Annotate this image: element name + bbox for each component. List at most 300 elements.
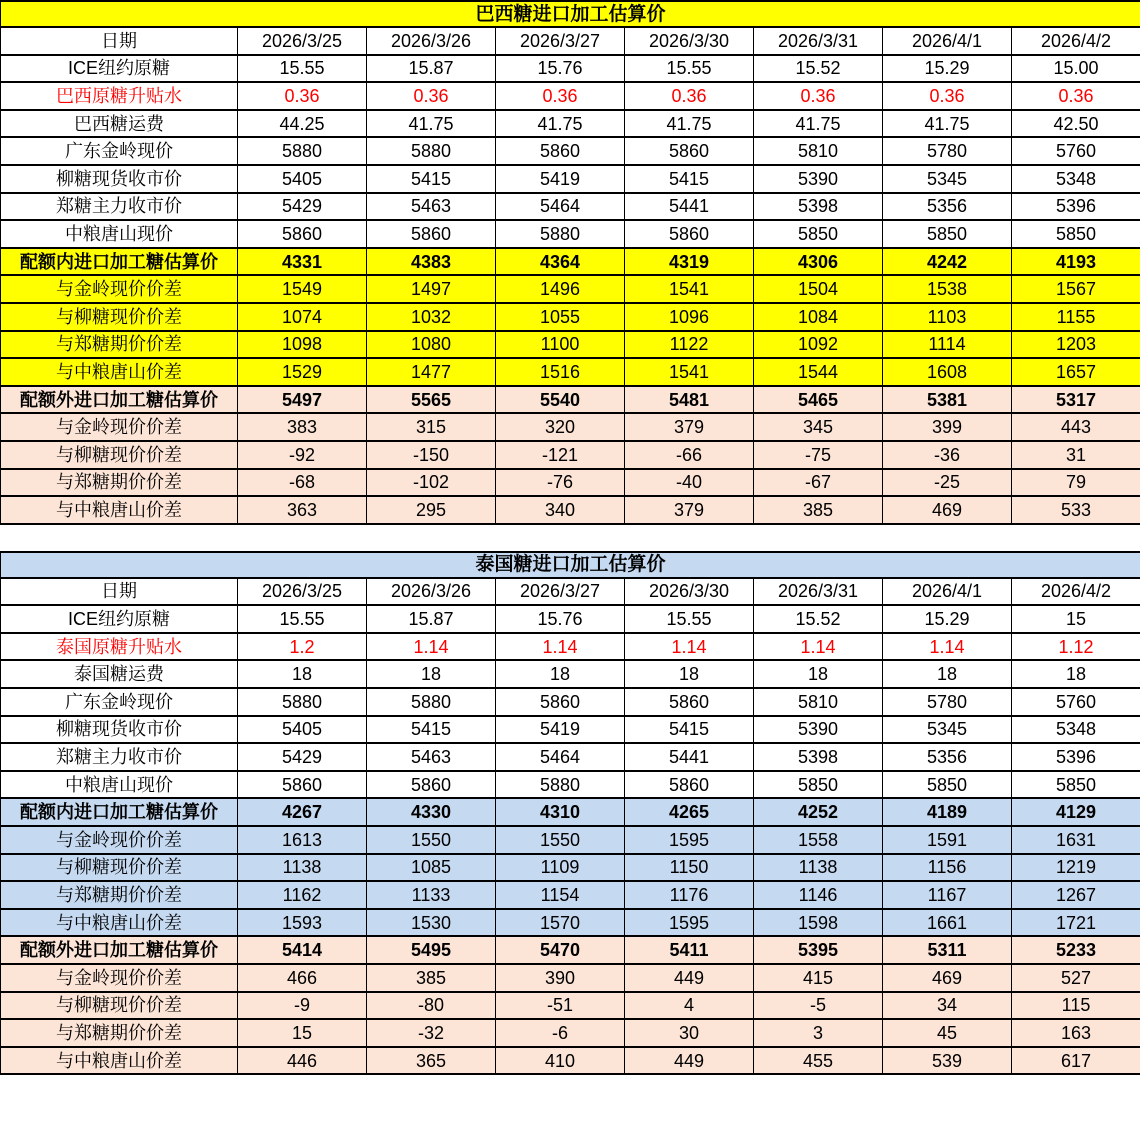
row-label-cell: 与金岭现价价差 — [1, 275, 238, 303]
value-cell: 5780 — [883, 688, 1012, 716]
data-row — [1, 992, 1140, 1020]
value-cell: 5495 — [367, 936, 496, 964]
value-cell: 15.52 — [754, 605, 883, 633]
value-cell: 15.55 — [625, 55, 754, 83]
value-cell: 5464 — [496, 743, 625, 771]
value-cell: 1661 — [883, 909, 1012, 937]
value-cell: 1.12 — [1012, 633, 1140, 661]
value-cell: 5396 — [1012, 193, 1140, 221]
value-cell: 1156 — [883, 854, 1012, 882]
data-row — [1, 771, 1140, 799]
value-cell: 533 — [1012, 496, 1140, 524]
value-cell: 4252 — [754, 798, 883, 826]
value-cell: 1219 — [1012, 854, 1140, 882]
value-cell: 1176 — [625, 881, 754, 909]
row-label-cell: 与郑糖期价价差 — [1, 331, 238, 359]
value-cell: 5810 — [754, 137, 883, 165]
value-cell: 410 — [496, 1047, 625, 1075]
value-cell: 5441 — [625, 743, 754, 771]
value-cell: 1162 — [238, 881, 367, 909]
value-cell: 1558 — [754, 826, 883, 854]
value-cell: 385 — [367, 964, 496, 992]
value-cell: 1.14 — [754, 633, 883, 661]
value-cell: 1103 — [883, 303, 1012, 331]
data-row — [1, 743, 1140, 771]
value-cell: 5429 — [238, 193, 367, 221]
row-label-cell: 与柳糖现价价差 — [1, 441, 238, 469]
value-cell: 5565 — [367, 386, 496, 414]
value-cell: 3 — [754, 1019, 883, 1047]
date-header-cell: 2026/3/26 — [367, 578, 496, 606]
value-cell: 5441 — [625, 193, 754, 221]
value-cell: -51 — [496, 992, 625, 1020]
value-cell: 5395 — [754, 936, 883, 964]
value-cell: 340 — [496, 496, 625, 524]
table-title: 泰国糖进口加工估算价 — [1, 552, 1140, 578]
date-header-cell: 2026/3/26 — [367, 27, 496, 55]
value-cell: 415 — [754, 964, 883, 992]
data-row — [1, 137, 1140, 165]
value-cell: 5860 — [625, 771, 754, 799]
value-cell: 31 — [1012, 441, 1140, 469]
value-cell: 5860 — [238, 220, 367, 248]
value-cell: 1.14 — [496, 633, 625, 661]
value-cell: 1098 — [238, 331, 367, 359]
value-cell: 5429 — [238, 743, 367, 771]
value-cell: 4383 — [367, 248, 496, 276]
value-cell: 1595 — [625, 826, 754, 854]
value-cell: 5850 — [754, 220, 883, 248]
row-label-cell: 中粮唐山现价 — [1, 220, 238, 248]
value-cell: 5390 — [754, 716, 883, 744]
value-cell: 1154 — [496, 881, 625, 909]
value-cell: 1516 — [496, 358, 625, 386]
value-cell: 4306 — [754, 248, 883, 276]
value-cell: 1100 — [496, 331, 625, 359]
value-cell: 1114 — [883, 331, 1012, 359]
value-cell: 15.87 — [367, 605, 496, 633]
value-cell: 41.75 — [754, 110, 883, 138]
value-cell: 5470 — [496, 936, 625, 964]
value-cell: 5481 — [625, 386, 754, 414]
header-label-cell: 日期 — [1, 578, 238, 606]
data-row — [1, 605, 1140, 633]
row-label-cell: 配额外进口加工糖估算价 — [1, 386, 238, 414]
value-cell: 1570 — [496, 909, 625, 937]
data-row — [1, 660, 1140, 688]
value-cell: 5860 — [496, 688, 625, 716]
value-cell: 5419 — [496, 716, 625, 744]
value-cell: -67 — [754, 469, 883, 497]
value-cell: 18 — [625, 660, 754, 688]
value-cell: 1203 — [1012, 331, 1140, 359]
table-title: 巴西糖进口加工估算价 — [1, 1, 1140, 27]
value-cell: 1591 — [883, 826, 1012, 854]
value-cell: 320 — [496, 413, 625, 441]
value-cell: 1032 — [367, 303, 496, 331]
value-cell: 5860 — [625, 220, 754, 248]
header-row — [1, 578, 1140, 606]
value-cell: -66 — [625, 441, 754, 469]
value-cell: 0.36 — [238, 82, 367, 110]
value-cell: 18 — [238, 660, 367, 688]
value-cell: 1.14 — [883, 633, 1012, 661]
value-cell: 4319 — [625, 248, 754, 276]
value-cell: 0.36 — [367, 82, 496, 110]
value-cell: 315 — [367, 413, 496, 441]
value-cell: 5345 — [883, 165, 1012, 193]
data-row — [1, 165, 1140, 193]
row-label-cell: 与中粮唐山价差 — [1, 1047, 238, 1075]
value-cell: 15.29 — [883, 605, 1012, 633]
value-cell: 5311 — [883, 936, 1012, 964]
value-cell: 45 — [883, 1019, 1012, 1047]
value-cell: -75 — [754, 441, 883, 469]
value-cell: 5415 — [625, 716, 754, 744]
date-header-cell: 2026/3/30 — [625, 27, 754, 55]
row-label-cell: 柳糖现货收市价 — [1, 716, 238, 744]
value-cell: 5398 — [754, 743, 883, 771]
data-row — [1, 193, 1140, 221]
value-cell: 379 — [625, 413, 754, 441]
value-cell: 1133 — [367, 881, 496, 909]
value-cell: 5390 — [754, 165, 883, 193]
value-cell: 1530 — [367, 909, 496, 937]
value-cell: 5860 — [238, 771, 367, 799]
value-cell: 5880 — [367, 688, 496, 716]
value-cell: 5540 — [496, 386, 625, 414]
row-label-cell: 与金岭现价价差 — [1, 413, 238, 441]
value-cell: 1598 — [754, 909, 883, 937]
data-row — [1, 688, 1140, 716]
value-cell: 5356 — [883, 743, 1012, 771]
value-cell: 539 — [883, 1047, 1012, 1075]
value-cell: 5850 — [1012, 771, 1140, 799]
row-label-cell: ICE纽约原糖 — [1, 55, 238, 83]
value-cell: 5415 — [625, 165, 754, 193]
date-header-cell: 2026/3/31 — [754, 27, 883, 55]
data-row — [1, 909, 1140, 937]
value-cell: 5356 — [883, 193, 1012, 221]
value-cell: 5411 — [625, 936, 754, 964]
row-label-cell: 与柳糖现价价差 — [1, 854, 238, 882]
value-cell: 5860 — [625, 137, 754, 165]
value-cell: 1595 — [625, 909, 754, 937]
value-cell: 5860 — [625, 688, 754, 716]
value-cell: 1721 — [1012, 909, 1140, 937]
data-row — [1, 798, 1140, 826]
date-header-cell: 2026/3/25 — [238, 578, 367, 606]
row-label-cell: 与郑糖期价价差 — [1, 1019, 238, 1047]
row-label-cell: 与中粮唐山价差 — [1, 358, 238, 386]
value-cell: 1055 — [496, 303, 625, 331]
value-cell: 5463 — [367, 743, 496, 771]
value-cell: 15 — [1012, 605, 1140, 633]
data-row — [1, 413, 1140, 441]
date-header-cell: 2026/3/25 — [238, 27, 367, 55]
value-cell: 383 — [238, 413, 367, 441]
value-cell: 449 — [625, 964, 754, 992]
data-row — [1, 826, 1140, 854]
table-title-row — [1, 1, 1140, 27]
value-cell: 5317 — [1012, 386, 1140, 414]
value-cell: 15.76 — [496, 55, 625, 83]
value-cell: 15.55 — [238, 605, 367, 633]
value-cell: 5860 — [367, 771, 496, 799]
date-header-cell: 2026/3/31 — [754, 578, 883, 606]
row-label-cell: 与金岭现价价差 — [1, 826, 238, 854]
row-label-cell: 郑糖主力收市价 — [1, 193, 238, 221]
value-cell: 5415 — [367, 165, 496, 193]
value-cell: 1504 — [754, 275, 883, 303]
value-cell: 446 — [238, 1047, 367, 1075]
value-cell: 18 — [367, 660, 496, 688]
value-cell: -6 — [496, 1019, 625, 1047]
value-cell: 15.52 — [754, 55, 883, 83]
value-cell: 30 — [625, 1019, 754, 1047]
value-cell: 1.14 — [367, 633, 496, 661]
value-cell: 0.36 — [496, 82, 625, 110]
value-cell: 1549 — [238, 275, 367, 303]
value-cell: 1080 — [367, 331, 496, 359]
value-cell: 15.76 — [496, 605, 625, 633]
value-cell: 1085 — [367, 854, 496, 882]
header-row — [1, 27, 1140, 55]
date-header-cell: 2026/3/27 — [496, 27, 625, 55]
value-cell: 18 — [496, 660, 625, 688]
value-cell: 5880 — [496, 220, 625, 248]
value-cell: 1122 — [625, 331, 754, 359]
value-cell: 0.36 — [883, 82, 1012, 110]
data-row — [1, 1047, 1140, 1075]
value-cell: 1550 — [367, 826, 496, 854]
value-cell: 390 — [496, 964, 625, 992]
value-cell: 1496 — [496, 275, 625, 303]
value-cell: -36 — [883, 441, 1012, 469]
value-cell: 1613 — [238, 826, 367, 854]
value-cell: 4265 — [625, 798, 754, 826]
value-cell: 5415 — [367, 716, 496, 744]
row-label-cell: 与柳糖现价价差 — [1, 992, 238, 1020]
data-row — [1, 1019, 1140, 1047]
value-cell: 5760 — [1012, 137, 1140, 165]
value-cell: 5465 — [754, 386, 883, 414]
value-cell: 1541 — [625, 275, 754, 303]
value-cell: 15.00 — [1012, 55, 1140, 83]
data-row — [1, 220, 1140, 248]
value-cell: 1538 — [883, 275, 1012, 303]
value-cell: 79 — [1012, 469, 1140, 497]
value-cell: 5760 — [1012, 688, 1140, 716]
data-row — [1, 936, 1140, 964]
value-cell: -32 — [367, 1019, 496, 1047]
value-cell: -102 — [367, 469, 496, 497]
value-cell: 466 — [238, 964, 367, 992]
data-row — [1, 496, 1140, 524]
value-cell: 44.25 — [238, 110, 367, 138]
value-cell: 5233 — [1012, 936, 1140, 964]
value-cell: 41.75 — [883, 110, 1012, 138]
value-cell: 1593 — [238, 909, 367, 937]
value-cell: 1084 — [754, 303, 883, 331]
value-cell: 469 — [883, 964, 1012, 992]
row-label-cell: 巴西原糖升贴水 — [1, 82, 238, 110]
value-cell: 5463 — [367, 193, 496, 221]
row-label-cell: 泰国糖运费 — [1, 660, 238, 688]
value-cell: 4331 — [238, 248, 367, 276]
value-cell: 1109 — [496, 854, 625, 882]
value-cell: 5810 — [754, 688, 883, 716]
value-cell: -40 — [625, 469, 754, 497]
value-cell: 0.36 — [754, 82, 883, 110]
value-cell: 15.29 — [883, 55, 1012, 83]
value-cell: 1631 — [1012, 826, 1140, 854]
date-header-cell: 2026/4/1 — [883, 27, 1012, 55]
data-row — [1, 964, 1140, 992]
data-row — [1, 469, 1140, 497]
value-cell: 4129 — [1012, 798, 1140, 826]
data-row — [1, 358, 1140, 386]
value-cell: 163 — [1012, 1019, 1140, 1047]
value-cell: 1155 — [1012, 303, 1140, 331]
value-cell: 5405 — [238, 716, 367, 744]
data-row — [1, 331, 1140, 359]
value-cell: 18 — [1012, 660, 1140, 688]
value-cell: 5419 — [496, 165, 625, 193]
thailand-sugar-table — [0, 551, 1140, 1076]
value-cell: 5414 — [238, 936, 367, 964]
row-label-cell: 巴西糖运费 — [1, 110, 238, 138]
row-label-cell: 郑糖主力收市价 — [1, 743, 238, 771]
value-cell: -68 — [238, 469, 367, 497]
value-cell: 455 — [754, 1047, 883, 1075]
value-cell: 1477 — [367, 358, 496, 386]
row-label-cell: 与中粮唐山价差 — [1, 909, 238, 937]
table-gap — [0, 525, 1140, 551]
value-cell: 4267 — [238, 798, 367, 826]
value-cell: 5880 — [367, 137, 496, 165]
value-cell: 365 — [367, 1047, 496, 1075]
data-row — [1, 303, 1140, 331]
row-label-cell: 广东金岭现价 — [1, 688, 238, 716]
value-cell: 5860 — [496, 137, 625, 165]
date-header-cell: 2026/3/30 — [625, 578, 754, 606]
value-cell: 4189 — [883, 798, 1012, 826]
value-cell: 15.87 — [367, 55, 496, 83]
value-cell: -76 — [496, 469, 625, 497]
value-cell: 5348 — [1012, 165, 1140, 193]
value-cell: 1096 — [625, 303, 754, 331]
value-cell: -121 — [496, 441, 625, 469]
row-label-cell: 配额外进口加工糖估算价 — [1, 936, 238, 964]
value-cell: 1138 — [238, 854, 367, 882]
value-cell: 449 — [625, 1047, 754, 1075]
value-cell: 5348 — [1012, 716, 1140, 744]
data-row — [1, 716, 1140, 744]
value-cell: 1074 — [238, 303, 367, 331]
value-cell: 4310 — [496, 798, 625, 826]
value-cell: 379 — [625, 496, 754, 524]
value-cell: 295 — [367, 496, 496, 524]
row-label-cell: 与郑糖期价价差 — [1, 469, 238, 497]
row-label-cell: 泰国原糖升贴水 — [1, 633, 238, 661]
value-cell: 4330 — [367, 798, 496, 826]
value-cell: 5497 — [238, 386, 367, 414]
data-row — [1, 110, 1140, 138]
row-label-cell: 与中粮唐山价差 — [1, 496, 238, 524]
value-cell: 1146 — [754, 881, 883, 909]
value-cell: 115 — [1012, 992, 1140, 1020]
row-label-cell: 与郑糖期价价差 — [1, 881, 238, 909]
date-header-cell: 2026/4/2 — [1012, 27, 1140, 55]
data-row — [1, 881, 1140, 909]
data-row — [1, 275, 1140, 303]
data-row — [1, 82, 1140, 110]
value-cell: 15.55 — [625, 605, 754, 633]
value-cell: -80 — [367, 992, 496, 1020]
value-cell: 5850 — [883, 771, 1012, 799]
table-title-row — [1, 552, 1140, 578]
value-cell: 1.2 — [238, 633, 367, 661]
value-cell: 5780 — [883, 137, 1012, 165]
value-cell: 385 — [754, 496, 883, 524]
value-cell: 5345 — [883, 716, 1012, 744]
value-cell: 1529 — [238, 358, 367, 386]
value-cell: 41.75 — [367, 110, 496, 138]
value-cell: 443 — [1012, 413, 1140, 441]
value-cell: 399 — [883, 413, 1012, 441]
value-cell: 4364 — [496, 248, 625, 276]
value-cell: 1550 — [496, 826, 625, 854]
value-cell: 1567 — [1012, 275, 1140, 303]
value-cell: 5464 — [496, 193, 625, 221]
value-cell: -92 — [238, 441, 367, 469]
value-cell: 5880 — [238, 688, 367, 716]
value-cell: 5880 — [238, 137, 367, 165]
value-cell: -9 — [238, 992, 367, 1020]
value-cell: 5398 — [754, 193, 883, 221]
value-cell: 5880 — [496, 771, 625, 799]
value-cell: 1267 — [1012, 881, 1140, 909]
value-cell: 5850 — [754, 771, 883, 799]
value-cell: 5850 — [883, 220, 1012, 248]
value-cell: 1138 — [754, 854, 883, 882]
brazil-sugar-table — [0, 0, 1140, 525]
date-header-cell: 2026/4/2 — [1012, 578, 1140, 606]
date-header-cell: 2026/3/27 — [496, 578, 625, 606]
row-label-cell: 广东金岭现价 — [1, 137, 238, 165]
header-label-cell: 日期 — [1, 27, 238, 55]
value-cell: 469 — [883, 496, 1012, 524]
value-cell: 41.75 — [496, 110, 625, 138]
value-cell: 363 — [238, 496, 367, 524]
data-row — [1, 248, 1140, 276]
value-cell: 5860 — [367, 220, 496, 248]
value-cell: 1608 — [883, 358, 1012, 386]
value-cell: 18 — [883, 660, 1012, 688]
value-cell: 5381 — [883, 386, 1012, 414]
value-cell: -150 — [367, 441, 496, 469]
value-cell: 5396 — [1012, 743, 1140, 771]
row-label-cell: ICE纽约原糖 — [1, 605, 238, 633]
data-row — [1, 854, 1140, 882]
value-cell: 1.14 — [625, 633, 754, 661]
value-cell: 15.55 — [238, 55, 367, 83]
data-row — [1, 55, 1140, 83]
value-cell: 1092 — [754, 331, 883, 359]
value-cell: 345 — [754, 413, 883, 441]
value-cell: -25 — [883, 469, 1012, 497]
